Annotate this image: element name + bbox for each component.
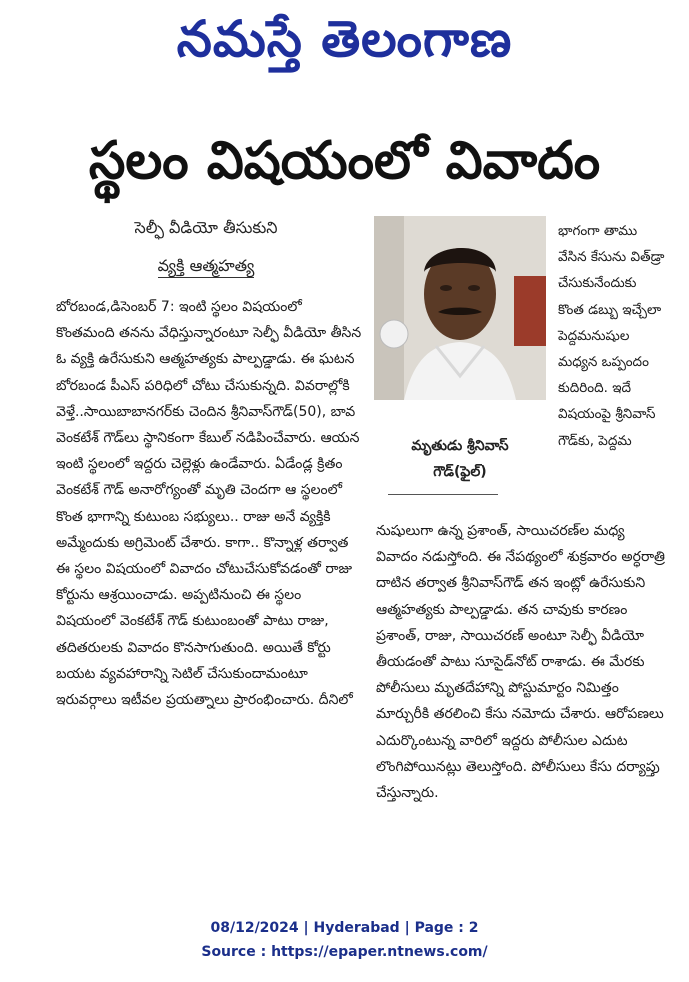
photo-caption-line1: మృతుడు శ్రీనివాస్ [411, 438, 509, 454]
portrait-image [374, 216, 546, 400]
article-body-right-column: నుషులుగా ఉన్న ప్రశాంత్, సాయిచరణ్‌ల మధ్య వివాదం నడుస్తోంది. ఈ నేపథ్యంలో శుక్రవారం అర్ధరాత్రి దాటిన తర్వాత శ్రీనివాస్‌గౌడ్ తన ఇంట్లో ఉరేసుకుని ఆత్మహత్యకు పాల్పడ్డాడు. తన చావుకు కారణం ప్రశాంత్, రాజు, సాయిచరణ్ అంటూ సెల్ఫీ వీడియో తీయడంతో పాటు సూసైడ్‌నోట్ రాశాడు. ఈ మేరకు పోలీసులు మృతదేహాన్ని పోస్టుమార్టం నిమిత్తం మార్చురీకి తరలించి కేసు నమోదు చేశారు. ఆరోపణలు ఎదుర్కొంటున్న వారిలో ఇద్దరు పోలీసుల ఎదుట లొంగిపోయినట్లు తెలుస్తోంది. పోలీసులు కేసు దర్యాప్తు చేస్తున్నారు. [376, 523, 666, 802]
article-deck-line1: సెల్ఫీ వీడియో తీసుకుని [134, 218, 278, 237]
deck-line2-text: వ్యక్తి ఆత్మహత్య [158, 256, 255, 278]
article-deck-line2 [56, 256, 356, 279]
footer-source: Source : https://epaper.ntnews.com/ [201, 944, 488, 960]
article-body-left-column: బోరబండ,డిసెంబర్ 7: ఇంటి స్థలం విషయంలో కొంతమంది తనను వేధిస్తున్నారంటూ సెల్ఫీ వీడియో తీసిన ఓ వ్యక్తి ఉరేసుకుని ఆత్మహత్యకు పాల్పడ్డాడు. ఈ ఘటన బోరబండ పీఎస్ పరిధిలో చోటు చేసుకున్నది. వివరాల్లోకి వెళ్తే..సాయిబాబానగర్‌కు చెందిన శ్రీనివాస్‌గౌడ్(50), బావ వెంకటేశ్ గౌడ్‌లు స్థానికంగా కేబుల్ నడిపించేవారు. ఆయన ఇంటి స్థలంలో ఇద్దరు చెల్లెళ్లు ఉండేవారు. ఏడేండ్ల క్రితం వెంకటేశ్ గౌడ్ అనారోగ్యంతో మృతి చెందగా ఆ స్థలంలో కొంత భాగాన్ని కుటుంబ సభ్యులు.. రాజు అనే వ్యక్తికి అమ్మేందుకు అగ్రిమెంట్ చేశారు. కాగా.. కొన్నాళ్ల తర్వాత ఈ స్థలం విషయంలో వివాదం చోటుచేసుకోవడంతో రాజు కోర్టును ఆశ్రయించాడు. అప్పటినుంచి ఈ స్థలం విషయంలో వెంకటేశ్ గౌడ్ కుటుంబంతో పాటు రాజు, తదితరులకు వివాదం కొనసాగుతుంది. అయితే కోర్టు బయట వ్యవహారాన్ని సెటిల్ చేసుకుందామంటూ ఇరువర్గాలు ఇటీవల ప్రయత్నాలు ప్రారంభించారు. దీనిలో [56, 299, 362, 709]
article-headline: స్థలం విషయంలో వివాదం [88, 131, 601, 191]
deceased-photo [374, 216, 546, 400]
article-body-narrow-column: భాగంగా తాము వేసిన కేసును విత్‌డ్రా చేసుకునేందుకు కొంత డబ్బు ఇచ్చేలా పెద్దమనుషుల మధ్యన ఒప్పందం కుదిరింది. ఇదే విషయంపై శ్రీనివాస్ గౌడ్‌కు, పెద్దమ [558, 223, 665, 449]
footer-date-edition: 08/12/2024 | Hyderabad | Page : 2 [210, 920, 479, 936]
newspaper-masthead: నమస్తే తెలంగాణ [176, 10, 513, 68]
photo-caption-line2: గౌడ్(ఫైల్) [433, 464, 487, 480]
caption-divider [388, 494, 498, 495]
